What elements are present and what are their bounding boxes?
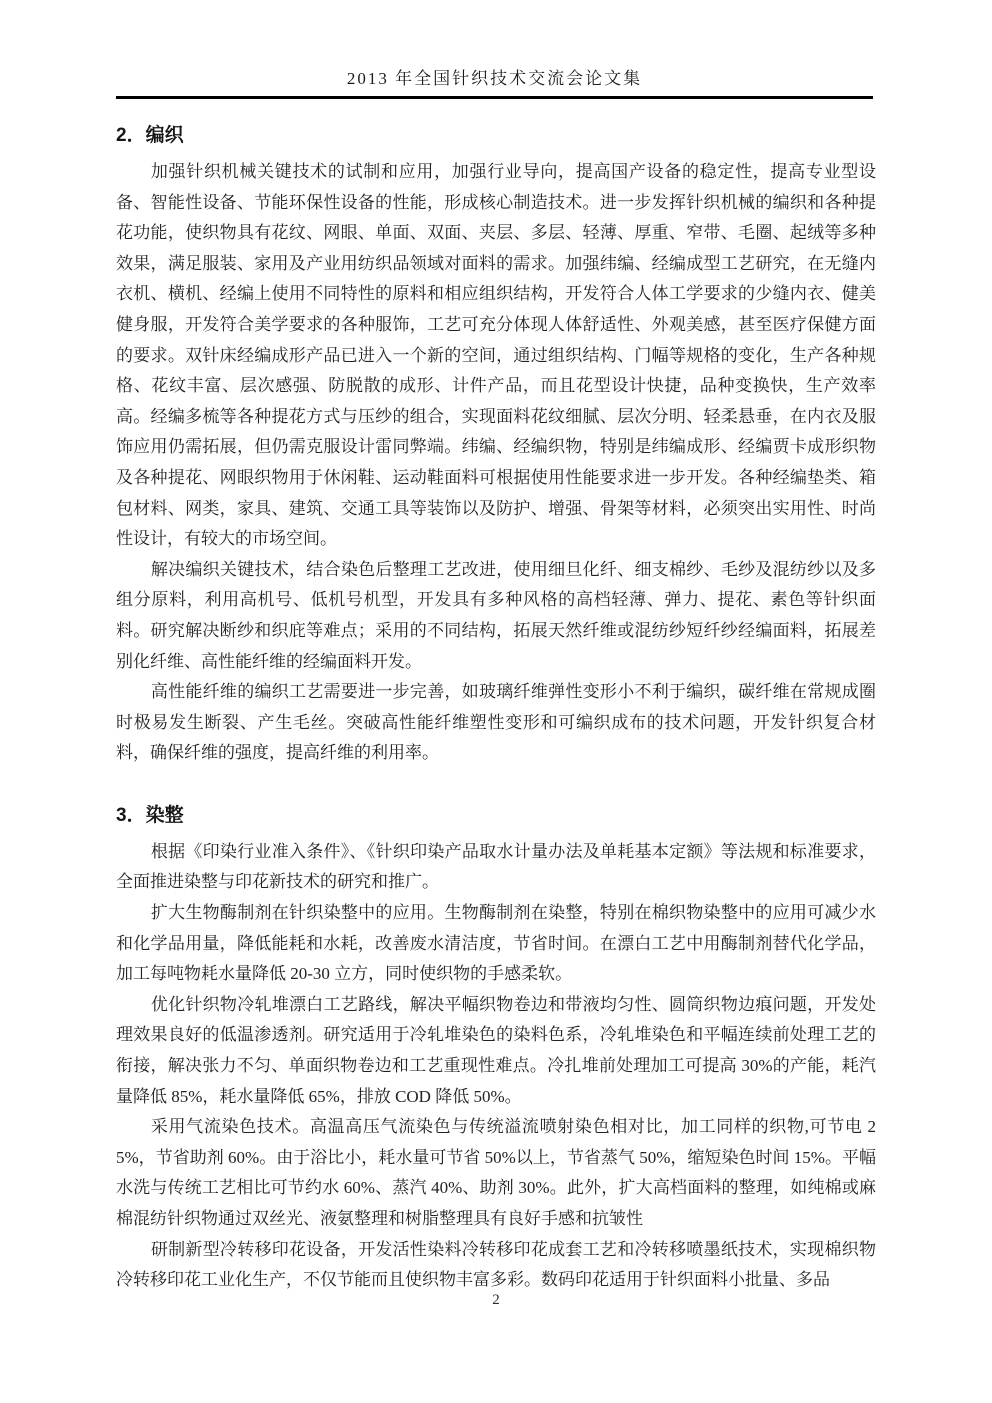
section-heading-dyeing-finishing: 3．染整 [116,804,184,826]
paragraph-dyeing-3: 优化针织物冷轧堆漂白工艺路线，解决平幅织物卷边和带液均匀性、圆筒织物边痕问题，开发处理效果良好的低温渗透剂。研究适用于冷轧堆染色的染料色系，冷轧堆染色和平幅连续前处理工艺的衔接，解决张力不匀、单面织物卷边和工艺重现性难点。冷扎堆前处理加工可提高 30%的产能，耗汽量降低 85%，耗水量降低 65%，排放 COD 降低 50%。 [116,994,876,1106]
paragraph-knitting-1: 加强针织机械关键技术的试制和应用，加强行业导向，提高国产设备的稳定性，提高专业型设备、智能性设备、节能环保性设备的性能，形成核心制造技术。进一步发挥针织机械的编织和各种提花功能，使织物具有花纹、网眼、单面、双面、夹层、多层、轻薄、厚重、窄带、毛圈、起绒等多种效果，满足服装、家用及产业用纺织品领域对面料的需求。加强纬编、经编成型工艺研究，在无缝内衣机、横机、经编上使用不同特性的原料和相应组织结构，开发符合人体工学要求的少缝内衣、健美健身服，开发符合美学要求的各种服饰，工艺可充分体现人体舒适性、外观美感，甚至医疗保健方面的要求。双针床经编成形产品已进入一个新的空间，通过组织结构、门幅等规格的变化，生产各种规格、花纹丰富、层次感强、防脱散的成形、计件产品，而且花型设计快捷，品种变换快，生产效率高。经编多梳等各种提花方式与压纱的组合，实现面料花纹细腻、层次分明、轻柔悬垂，在内衣及服饰应用仍需拓展，但仍需克服设计雷同弊端。纬编、经编织物，特别是纬编成形、经编贾卡成形织物及各种提花、网眼织物用于休闲鞋、运动鞋面料可根据使用性能要求进一步开发。各种经编垫类、箱包材料、网类，家具、建筑、交通工具等装饰以及防护、增强、骨架等材料，必须突出实用性、时尚性设计，有较大的市场空间。 [116,162,876,549]
paragraph-dyeing-4: 采用气流染色技术。高温高压气流染色与传统溢流喷射染色相对比，加工同样的织物,可节电 25%，节省助剂 60%。由于浴比小，耗水量可节省 50%以上，节省蒸气 50%，缩短染色时间 15%。平幅水洗与传统工艺相比可节约水 60%、蒸汽 40%、助剂 30%。此外，扩大高档面料的整理，如纯棉或麻棉混纺针织物通过双丝光、液氨整理和树脂整理具有良好手感和抗皱性 [116,1117,876,1228]
paragraph-knitting-3: 高性能纤维的编织工艺需要进一步完善，如玻璃纤维弹性变形小不利于编织，碳纤维在常规成圈时极易发生断裂、产生毛丝。突破高性能纤维塑性变形和可编织成布的技术问题，开发针织复合材料，确保纤维的强度，提高纤维的利用率。 [116,682,876,763]
page-number: 2 [492,1292,500,1308]
section-heading-knitting: 2．编织 [116,125,184,146]
paragraph-dyeing-2: 扩大生物酶制剂在针织染整中的应用。生物酶制剂在染整，特别在棉织物染整中的应用可减少水和化学品用量，降低能耗和水耗，改善废水清洁度，节省时间。在漂白工艺中用酶制剂替代化学品，加工每吨物耗水量降低 20-30 立方，同时使织物的手感柔软。 [116,903,876,984]
running-header-title: 2013 年全国针织技术交流会论文集 [346,69,643,88]
page-content [116,112,876,1296]
paragraph-knitting-2: 解决编织关键技术，结合染色后整理工艺改进，使用细旦化纤、细支棉纱、毛纱及混纺纱以及多组分原料，利用高机号、低机号机型，开发具有多种风格的高档轻薄、弹力、提花、素色等针织面料。研究解决断纱和织庇等难点；采用的不同结构，拓展天然纤维或混纺纱短纤纱经编面料，拓展差别化纤维、高性能纤维的经编面料开发。 [116,559,876,671]
paragraph-dyeing-5: 研制新型冷转移印花设备，开发活性染料冷转移印花成套工艺和冷转移喷墨纸技术，实现棉织物冷转移印花工业化生产，不仅节能而且使织物丰富多彩。数码印花适用于针织面料小批量、多品 [116,1239,876,1290]
header-divider-rule [116,96,873,99]
paragraph-dyeing-1: 根据《印染行业准入条件》、《针织印染产品取水计量办法及单耗基本定额》等法规和标准要求，全面推进染整与印花新技术的研究和推广。 [116,841,876,892]
